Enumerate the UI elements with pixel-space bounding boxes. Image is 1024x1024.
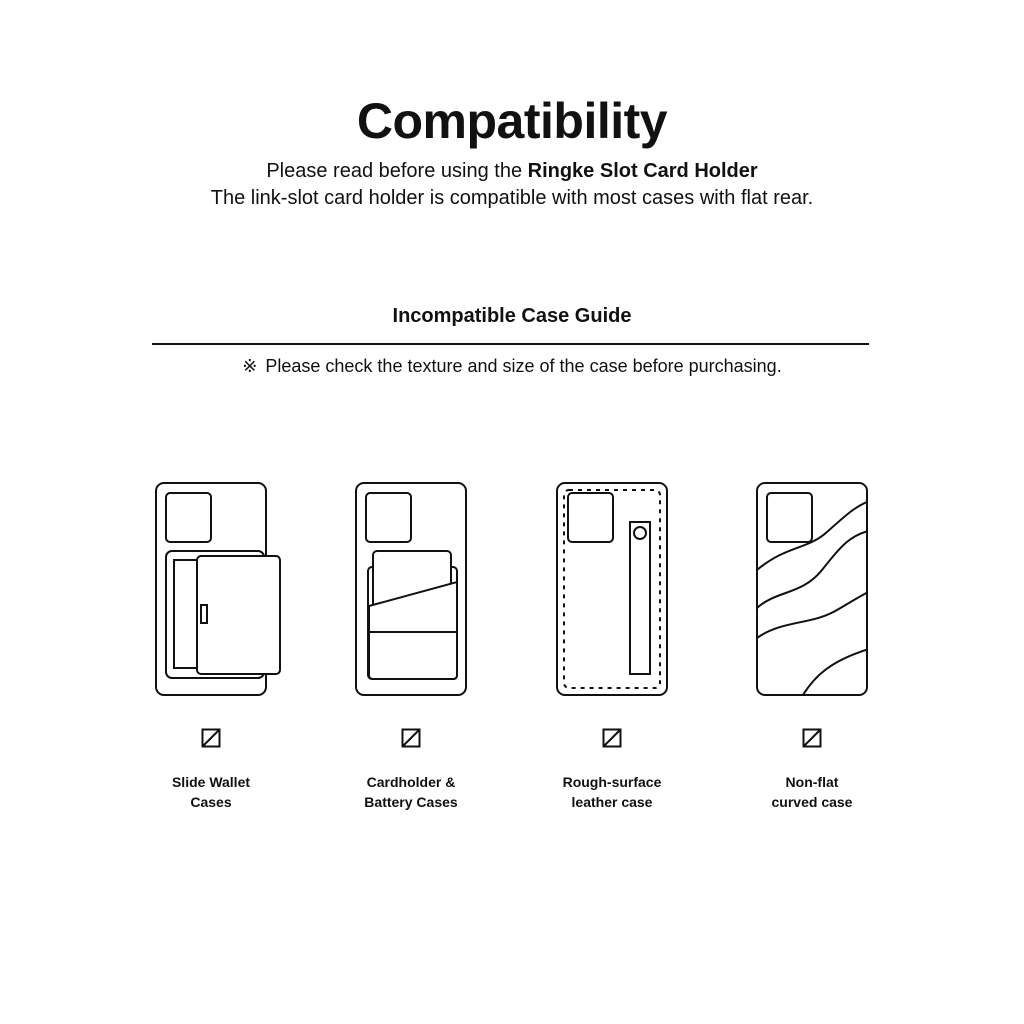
cardholder-case-icon — [331, 470, 491, 700]
leather-case-icon — [532, 470, 692, 700]
curved-case-icon — [732, 470, 892, 700]
case-label-line-1: Rough-surface — [562, 774, 662, 790]
case-label-line-2: leather case — [571, 794, 653, 810]
guide-divider — [152, 343, 869, 345]
case-label-line-1: Non-flat — [785, 774, 839, 790]
guide-note-text: Please check the texture and size of the case before purchasing. — [265, 356, 782, 376]
guide-title: Incompatible Case Guide — [392, 305, 632, 327]
case-label-line-1: Slide Wallet — [171, 774, 251, 790]
incompatible-icon — [802, 728, 822, 748]
product-name: Ringke Slot Card Holder — [527, 160, 758, 182]
reference-mark-icon: ※ — [242, 356, 258, 376]
guide-note — [0, 356, 1024, 377]
intro-line-1 — [0, 158, 1024, 185]
page-title: Compatibility — [356, 93, 668, 149]
incompatible-case-list — [0, 470, 1024, 830]
case-label — [532, 772, 692, 812]
case-item-cardholder-battery — [331, 470, 491, 812]
intro-text — [0, 158, 1024, 212]
case-label — [732, 772, 892, 812]
case-label-line-2: Cases — [190, 794, 232, 810]
incompatible-icon — [602, 728, 622, 748]
case-label — [331, 772, 491, 812]
intro-line-2: The link-slot card holder is compatible with most cases with flat rear. — [210, 187, 814, 209]
incompatible-icon — [201, 728, 221, 748]
case-label — [131, 772, 291, 812]
case-item-slide-wallet — [131, 470, 291, 812]
case-item-leather — [532, 470, 692, 812]
incompatible-icon — [401, 728, 421, 748]
intro-prefix: Please read before using the — [266, 160, 528, 182]
slide-wallet-case-icon — [131, 470, 291, 700]
case-label-line-1: Cardholder & — [366, 774, 456, 790]
case-item-curved — [732, 470, 892, 812]
case-label-line-2: Battery Cases — [364, 794, 458, 810]
case-label-line-2: curved case — [771, 794, 853, 810]
